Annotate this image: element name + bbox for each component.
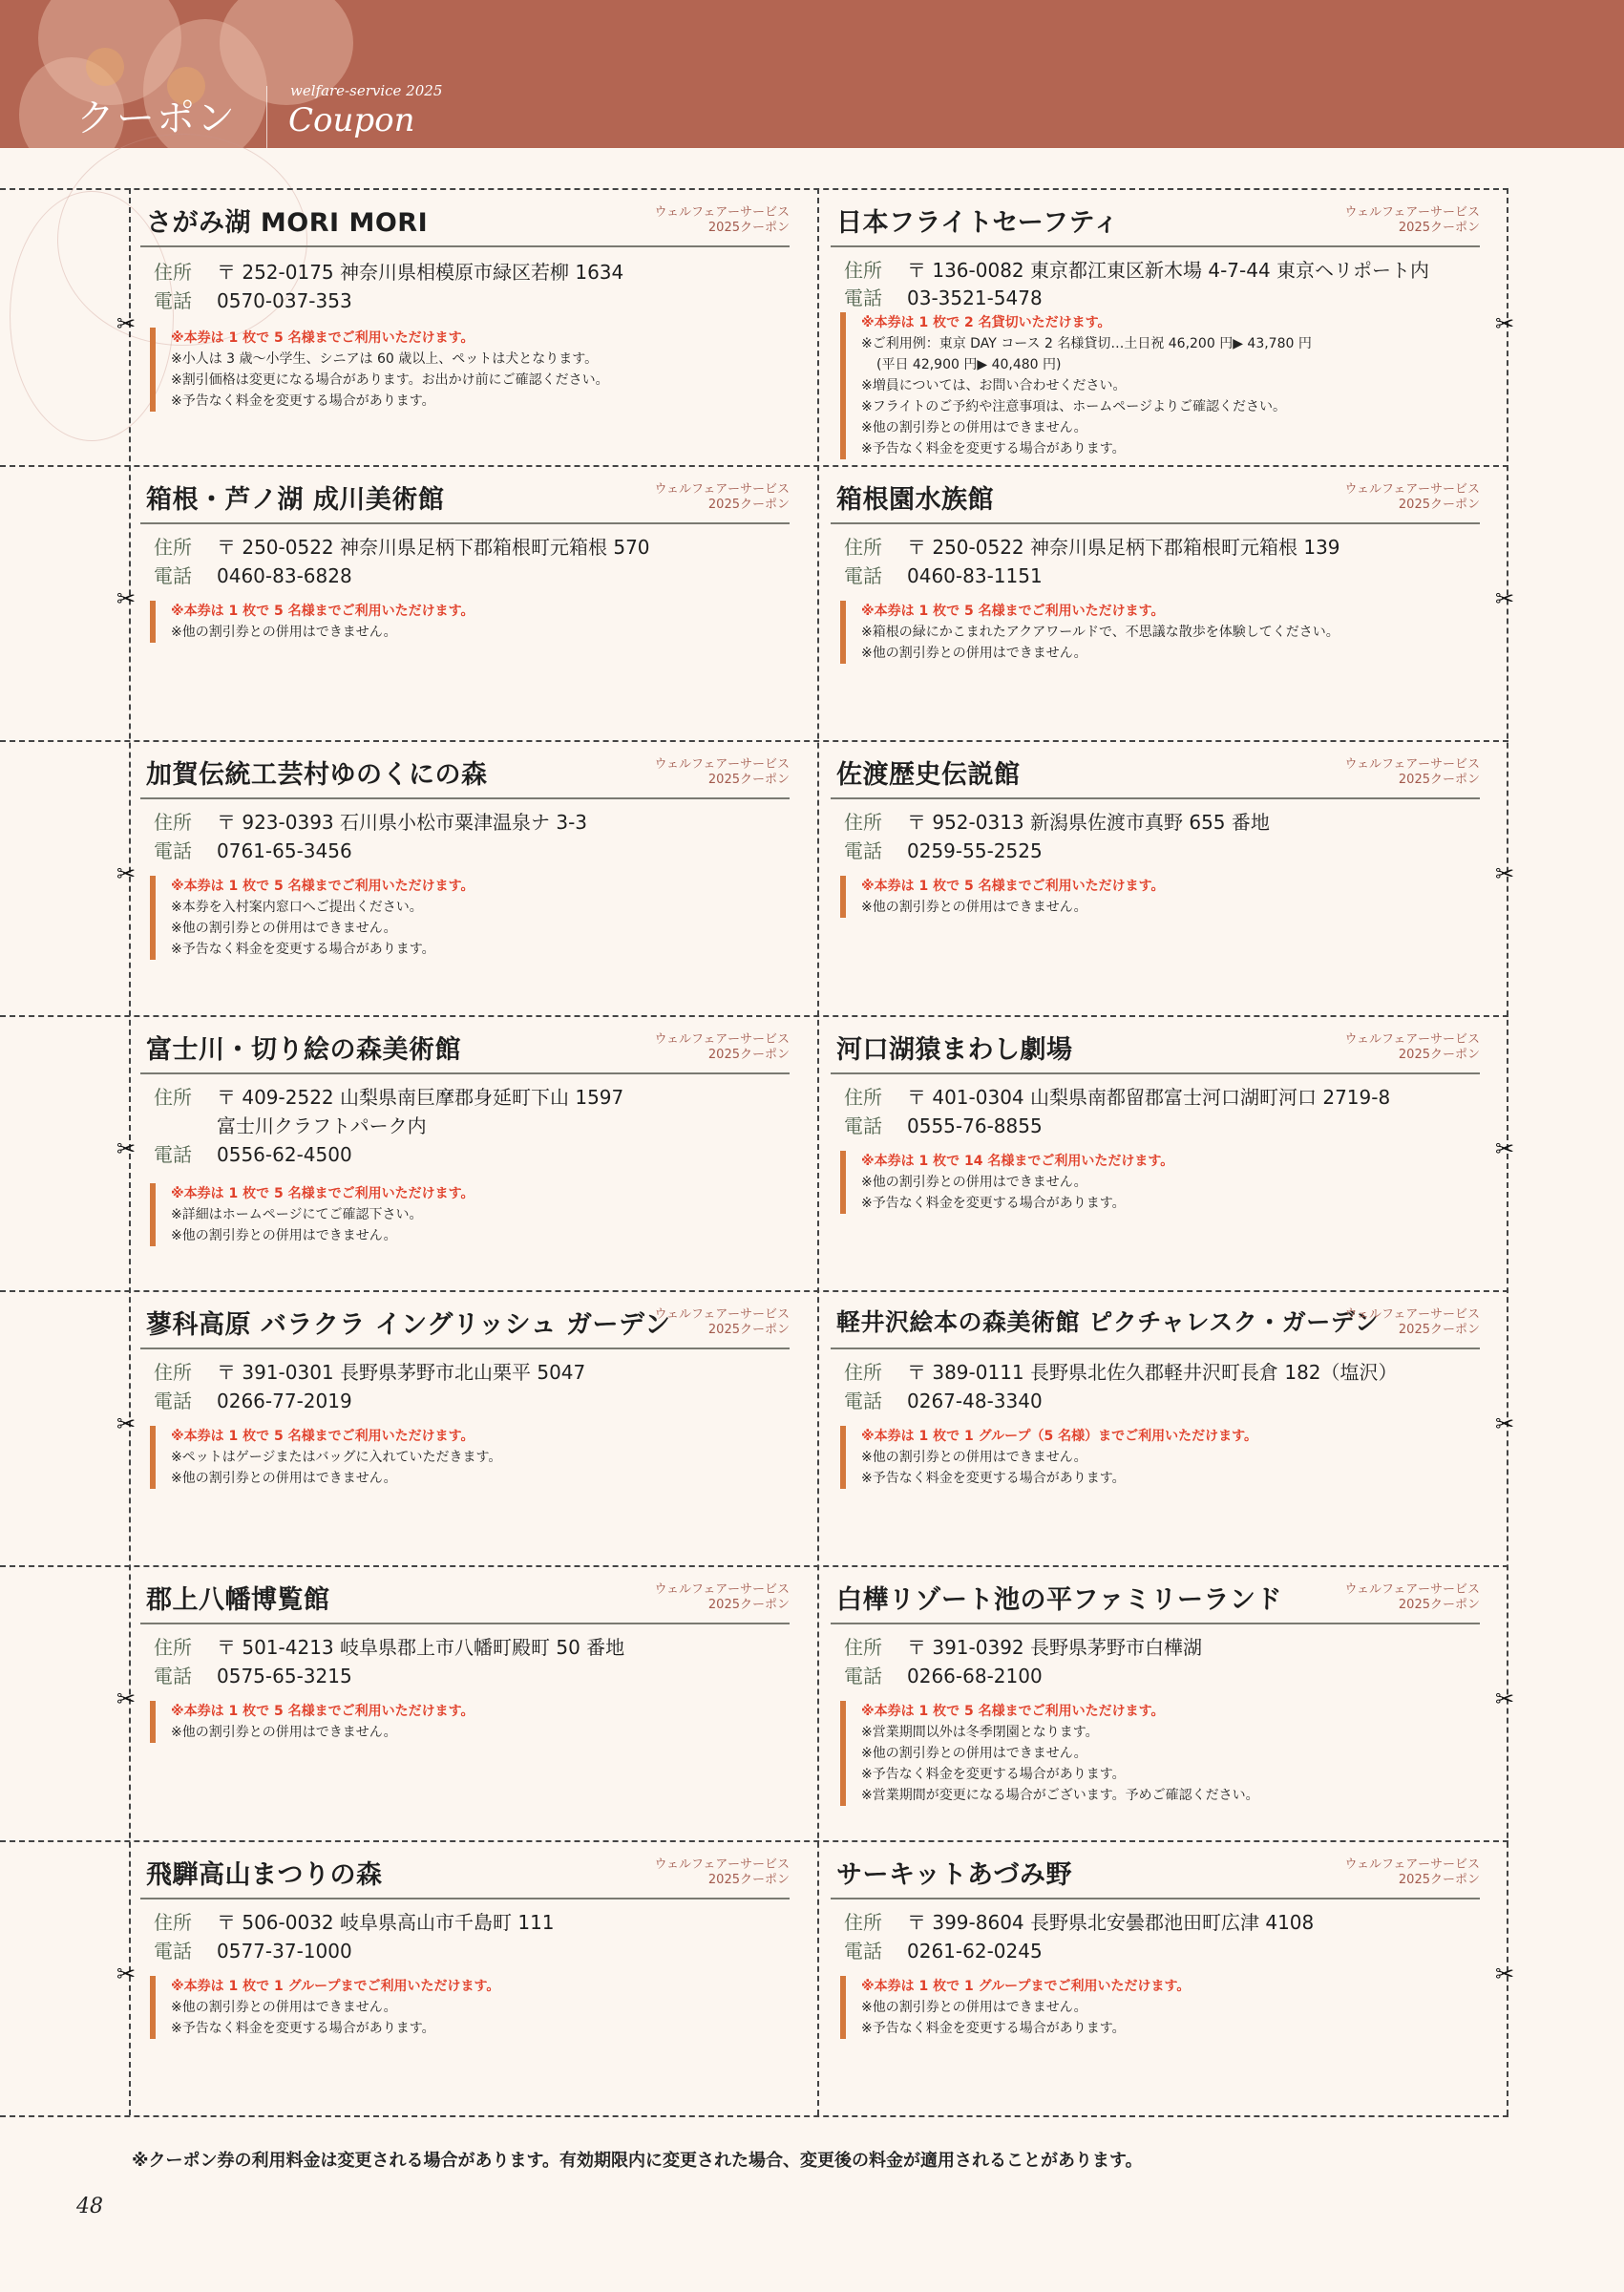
brand-label [1345,1857,1480,1888]
coupon-circuit-azumino [821,1842,1489,2112]
address-value: 〒 506-0032 岐阜県高山市千島町 111 [217,1911,555,1934]
phone-row [844,1661,1043,1688]
note: ※他の割引券との併用はできません。 [861,1746,1087,1761]
phone-label: 電話 [844,1665,882,1687]
phone-label: 電話 [154,1143,192,1166]
note: ※他の割引券との併用はできません。 [861,900,1087,915]
address-label: 住所 [844,811,882,834]
coupon-notes [150,876,474,960]
phone-label: 電話 [154,839,192,862]
note-highlight: ※本券は 1 枚で 5 名様までご利用いただけます。 [171,1186,475,1201]
brand-line: 2025クーポン [707,1598,790,1612]
phone-label: 電話 [154,1390,192,1412]
phone-row [154,1386,352,1413]
phone-value: 0575-65-3215 [217,1665,352,1687]
title-rule [831,1623,1480,1624]
brand-label [655,1307,790,1338]
title-rule [140,1623,790,1624]
coupon-title: 箱根園水族館 [836,485,994,515]
brand-line: 2025クーポン [1398,498,1480,512]
phone-value: 0555-76-8855 [907,1114,1043,1137]
phone-value: 0556-62-4500 [217,1143,352,1166]
phone-row [844,561,1043,588]
title-rule [831,797,1480,799]
address-value: 〒 136-0082 東京都江東区新木場 4-7-44 東京ヘリポート内 [907,259,1430,282]
scissors-icon: ✂ [1495,1961,1515,1987]
brand-line: ウェルフェアーサービス [654,1307,790,1322]
note: ※他の割引券との併用はできません。 [861,1450,1087,1465]
scissors-icon: ✂ [116,585,137,612]
address-row [154,807,587,835]
phone-label: 電話 [844,1390,882,1412]
brand-line: ウェルフェアーサービス [654,1032,790,1047]
phone-row [844,1386,1043,1413]
note: ※予告なく料金を変更する場合があります。 [861,441,1126,456]
phone-value: 03-3521-5478 [907,286,1043,309]
address-value: 〒 399-8604 長野県北安曇郡池田町広津 4108 [907,1911,1315,1934]
address-row [154,1632,624,1660]
brand-line: ウェルフェアーサービス [1344,1857,1480,1872]
address-row [844,807,1270,835]
scissors-icon: ✂ [1495,1135,1515,1162]
note-highlight: ※本券は 1 枚で 5 名様までご利用いただけます。 [171,330,475,346]
scissors-icon: ✂ [116,1411,137,1437]
address-label: 住所 [844,536,882,559]
coupon-notes [150,1183,474,1246]
brand-line: 2025クーポン [707,1048,790,1062]
brand-line: ウェルフェアーサービス [654,205,790,220]
coupon-notes [840,876,1164,918]
phone-row [154,561,352,588]
scissors-icon: ✂ [1495,1686,1515,1712]
cut-line [0,2115,1508,2117]
note: ※他の割引券との併用はできません。 [171,2000,397,2015]
note: ※他の割引券との併用はできません。 [861,420,1087,435]
phone-label: 電話 [154,1665,192,1687]
phone-value: 0266-68-2100 [907,1665,1043,1687]
brand-label [1345,1032,1480,1063]
address-value: 〒 501-4213 岐阜県郡上市八幡町殿町 50 番地 [217,1636,625,1659]
phone-value: 0460-83-6828 [217,564,352,587]
address-row [844,1907,1314,1935]
coupon-title: さがみ湖 MORI MORI [146,208,429,238]
coupon-notes [150,1701,474,1743]
address-label: 住所 [154,811,192,834]
scissors-icon: ✂ [1495,310,1515,337]
phone-label: 電話 [154,564,192,587]
note: ※予告なく料金を変更する場合があります。 [861,1196,1126,1211]
note: ※詳細はホームページにてご確認下さい。 [171,1207,423,1222]
coupon-gujo-hachiman-hakurankan [131,1567,799,1836]
phone-label: 電話 [844,1940,882,1963]
brand-label [1345,482,1480,513]
scissors-icon: ✂ [116,310,137,337]
note-highlight: ※本券は 1 枚で 5 名様までご利用いただけます。 [861,879,1165,894]
phone-row [844,1111,1043,1138]
note: ※増員については、お問い合わせください。 [861,378,1127,393]
coupon-yunokuni-no-mori [131,742,799,1011]
note: ※本券を入村案内窓口へご提出ください。 [171,900,423,915]
phone-label: 電話 [844,564,882,587]
coupon-title: 軽井沢絵本の森美術館 ピクチャレスク・ガーデン [836,1308,1380,1336]
note: ※他の割引券との併用はできません。 [861,1175,1087,1190]
coupon-title: 飛騨高山まつりの森 [146,1860,383,1890]
address-value: 〒 952-0313 新潟県佐渡市真野 655 番地 [907,811,1270,834]
coupon-hida-takayama-matsuri-no-mori [131,1842,799,2112]
note: ※他の割引券との併用はできません。 [171,1725,397,1740]
title-rule [831,245,1480,247]
note-highlight: ※本券は 1 枚で 5 名様までご利用いただけます。 [861,1704,1165,1719]
phone-label: 電話 [154,1940,192,1963]
title-rule [831,522,1480,524]
title-rule [140,1898,790,1899]
note: ※予告なく料金を変更する場合があります。 [861,2021,1126,2036]
note-highlight: ※本券は 1 枚で 1 グループまでご利用いただけます。 [171,1979,500,1994]
note-highlight: ※本券は 1 枚で 2 名貸切いただけます。 [861,315,1111,330]
phone-value: 0259-55-2525 [907,839,1043,862]
brand-label [1345,757,1480,788]
coupon-notes [840,312,1312,459]
note: ※予告なく料金を変更する場合があります。 [861,1767,1126,1782]
brand-line: ウェルフェアーサービス [654,757,790,772]
coupon-kawaguchiko-monkey-theater [821,1017,1489,1286]
address-row [844,1357,1398,1385]
address-row [844,532,1340,560]
address-value: 〒 401-0304 山梨県南都留郡富士河口湖町河口 2719-8 [907,1086,1391,1109]
brand-line: 2025クーポン [707,1323,790,1337]
address-label: 住所 [154,261,192,284]
coupon-notes [840,1976,1190,2039]
note: ※小人は 3 歳～小学生、シニアは 60 歳以上、ペットは犬となります。 [171,351,599,367]
note: ※予告なく料金を変更する場合があります。 [171,942,435,957]
phone-label: 電話 [154,289,192,312]
note: ※他の割引券との併用はできません。 [861,2000,1087,2015]
brand-line: ウェルフェアーサービス [1344,757,1480,772]
phone-row [844,836,1043,863]
address-value: 〒 389-0111 長野県北佐久郡軽井沢町長倉 182（塩沢） [907,1361,1398,1384]
page-title-en: Coupon [288,101,415,139]
brand-label [1345,1307,1480,1338]
coupon-title: 日本フライトセーフティ [836,208,1120,238]
brand-label [655,205,790,236]
brand-label [655,1032,790,1063]
note: (平日 42,900 円▶ 40,480 円) [876,357,1062,372]
address-label: 住所 [844,1361,882,1384]
scissors-icon: ✂ [1495,585,1515,612]
coupon-barakura-english-garden [131,1292,799,1561]
brand-line: ウェルフェアーサービス [654,1857,790,1872]
note: ※フライトのご予約や注意事項は、ホームページよりご確認ください。 [861,399,1287,414]
address-row [844,255,1429,283]
coupon-title: 箱根・芦ノ湖 成川美術館 [146,485,445,515]
cut-line [817,188,819,2115]
note: ※ペットはゲージまたはバッグに入れていただきます。 [171,1450,502,1465]
coupon-notes [840,1426,1257,1489]
address-label: 住所 [154,1361,192,1384]
scissors-icon: ✂ [116,1961,137,1987]
coupon-narukawa-museum [131,467,799,736]
title-rule [831,1348,1480,1349]
address-row [844,1082,1390,1110]
page-header [0,0,1624,148]
coupon-title: 富士川・切り絵の森美術館 [146,1035,461,1065]
note-highlight: ※本券は 1 枚で 14 名様までご利用いただけます。 [861,1154,1174,1169]
title-rule [831,1072,1480,1074]
title-rule [140,797,790,799]
address-label: 住所 [154,1636,192,1659]
note-highlight: ※本券は 1 枚で 5 名様までご利用いただけます。 [171,1704,475,1719]
coupon-fujikawa-kirie-museum [131,1017,799,1286]
scissors-icon: ✂ [1495,1411,1515,1437]
brand-line: 2025クーポン [707,773,790,787]
note-highlight: ※本券は 1 枚で 5 名様までご利用いただけます。 [171,1429,475,1444]
coupon-karuizawa-picture-book-museum [821,1292,1489,1561]
brand-line: 2025クーポン [707,498,790,512]
note: ※ご利用例：東京 DAY コース 2 名様貸切…土日祝 46,200 円▶ 43,780 円 [861,336,1312,351]
phone-value: 0577-37-1000 [217,1940,352,1963]
brand-line: 2025クーポン [707,221,790,235]
address-row [154,532,650,560]
phone-value: 0761-65-3456 [217,839,352,862]
coupon-notes [840,1151,1173,1214]
title-rule [831,1898,1480,1899]
note: ※箱根の緑にかこまれたアクアワールドで、不思議な散歩を体験してください。 [861,625,1339,640]
brand-line: 2025クーポン [707,1873,790,1887]
scissors-icon: ✂ [116,1686,137,1712]
phone-row [154,1139,352,1167]
address-row-2 [154,1111,427,1138]
brand-label [1345,205,1480,236]
brand-line: ウェルフェアーサービス [654,482,790,497]
note: ※営業期間が変更になる場合がございます。予めご確認ください。 [861,1788,1259,1803]
address-value: 〒 252-0175 神奈川県相模原市緑区若柳 1634 [217,261,624,284]
phone-row [844,1936,1043,1963]
scissors-icon: ✂ [116,1135,137,1162]
address-label: 住所 [154,1911,192,1934]
address-value: 〒 391-0301 長野県茅野市北山栗平 5047 [217,1361,586,1384]
address-label: 住所 [844,1086,882,1109]
phone-row [154,836,352,863]
brand-line: ウェルフェアーサービス [1344,1307,1480,1322]
coupon-notes [150,328,609,412]
coupon-shirakaba-resort [821,1567,1489,1836]
note: ※他の割引券との併用はできません。 [861,646,1087,661]
address-row [154,257,623,285]
footer-note: ※クーポン券の利用料金は変更される場合があります。有効期限内に変更された場合、変更後の料金が適用されることがあります。 [132,2151,1143,2171]
title-rule [140,1072,790,1074]
phone-row [154,1661,352,1688]
phone-label: 電話 [844,1114,882,1137]
brand-line: 2025クーポン [1398,1048,1480,1062]
coupon-sado-history-museum [821,742,1489,1011]
coupon-notes [150,601,474,643]
phone-value: 0570-037-353 [217,289,352,312]
coupon-sheet [0,188,1515,2117]
note: ※営業期間以外は冬季閉園となります。 [861,1725,1099,1740]
coupon-notes [840,601,1339,664]
address-label: 住所 [844,1911,882,1934]
coupon-title: 蓼科高原 バラクラ イングリッシュ ガーデン [146,1310,671,1340]
brand-label [1345,1582,1480,1613]
coupon-title: 佐渡歴史伝説館 [836,760,1021,790]
page-number: 48 [76,2195,103,2218]
phone-value: 0266-77-2019 [217,1390,352,1412]
title-rule [140,1348,790,1349]
address-value: 〒 391-0392 長野県茅野市白樺湖 [907,1636,1203,1659]
brand-line: 2025クーポン [1398,221,1480,235]
coupon-hakone-aquarium [821,467,1489,736]
scissors-icon: ✂ [116,860,137,887]
address-value: 〒 250-0522 神奈川県足柄下郡箱根町元箱根 570 [217,536,650,559]
flower-decoration [86,48,124,86]
brand-line: ウェルフェアーサービス [1344,1582,1480,1597]
address-label: 住所 [844,1636,882,1659]
address-row [154,1082,623,1110]
address-row [844,1632,1202,1660]
page-title-jp: クーポン [76,96,237,140]
note-highlight: ※本券は 1 枚で 5 名様までご利用いただけます。 [861,604,1165,619]
address-label: 住所 [154,536,192,559]
scissors-icon: ✂ [1495,860,1515,887]
brand-label [655,482,790,513]
address-label: 住所 [844,259,882,282]
brand-line: 2025クーポン [1398,1598,1480,1612]
phone-label: 電話 [844,286,882,309]
phone-label: 電話 [844,839,882,862]
coupon-notes [150,1426,501,1489]
coupon-title: 加賀伝統工芸村ゆのくにの森 [146,760,488,790]
note-highlight: ※本券は 1 枚で 1 グループまでご利用いただけます。 [861,1979,1191,1994]
brand-line: 2025クーポン [1398,1323,1480,1337]
note: ※予告なく料金を変更する場合があります。 [171,393,435,409]
phone-row [154,286,352,313]
note: ※他の割引券との併用はできません。 [171,1228,397,1243]
note: ※他の割引券との併用はできません。 [171,1471,397,1486]
coupon-title: 河口湖猿まわし劇場 [836,1035,1073,1065]
address-label: 住所 [154,1086,192,1109]
phone-row [844,283,1043,310]
phone-value: 0267-48-3340 [907,1390,1043,1412]
header-subtitle: welfare-service 2025 [290,82,443,99]
note: ※他の割引券との併用はできません。 [171,625,397,640]
note-highlight: ※本券は 1 枚で 5 名様までご利用いただけます。 [171,604,475,619]
phone-value: 0261-62-0245 [907,1940,1043,1963]
brand-line: ウェルフェアーサービス [654,1582,790,1597]
note: ※割引価格は変更になる場合があります。お出かけ前にご確認ください。 [171,372,609,388]
note: ※予告なく料金を変更する場合があります。 [171,2021,435,2036]
address-row [154,1357,585,1385]
brand-line: ウェルフェアーサービス [1344,205,1480,220]
note-highlight: ※本券は 1 枚で 5 名様までご利用いただけます。 [171,879,475,894]
address-value: 〒 409-2522 山梨県南巨摩郡身延町下山 1597 [217,1086,624,1109]
brand-line: 2025クーポン [1398,1873,1480,1887]
coupon-title: 白樺リゾート池の平ファミリーランド [836,1585,1282,1615]
header-divider [266,86,267,148]
title-rule [140,522,790,524]
brand-label [655,1582,790,1613]
address-value-2: 富士川クラフトパーク内 [217,1114,427,1137]
coupon-japan-flight-safety [821,190,1489,459]
coupon-notes [840,1701,1259,1806]
brand-line: ウェルフェアーサービス [1344,1032,1480,1047]
note: ※予告なく料金を変更する場合があります。 [861,1471,1126,1486]
address-value: 〒 250-0522 神奈川県足柄下郡箱根町元箱根 139 [907,536,1340,559]
coupon-title: 郡上八幡博覧館 [146,1585,330,1615]
brand-label [655,1857,790,1888]
phone-value: 0460-83-1151 [907,564,1043,587]
coupon-notes [150,1976,499,2039]
coupon-sagamiko [131,190,799,459]
brand-label [655,757,790,788]
note: ※他の割引券との併用はできません。 [171,921,397,936]
title-rule [140,245,790,247]
phone-row [154,1936,352,1963]
brand-line: ウェルフェアーサービス [1344,482,1480,497]
address-row [154,1907,555,1935]
brand-line: 2025クーポン [1398,773,1480,787]
address-value: 〒 923-0393 石川県小松市粟津温泉ナ 3-3 [217,811,588,834]
note-highlight: ※本券は 1 枚で 1 グループ（5 名様）までご利用いただけます。 [861,1429,1257,1444]
coupon-title: サーキットあづみ野 [836,1860,1072,1890]
